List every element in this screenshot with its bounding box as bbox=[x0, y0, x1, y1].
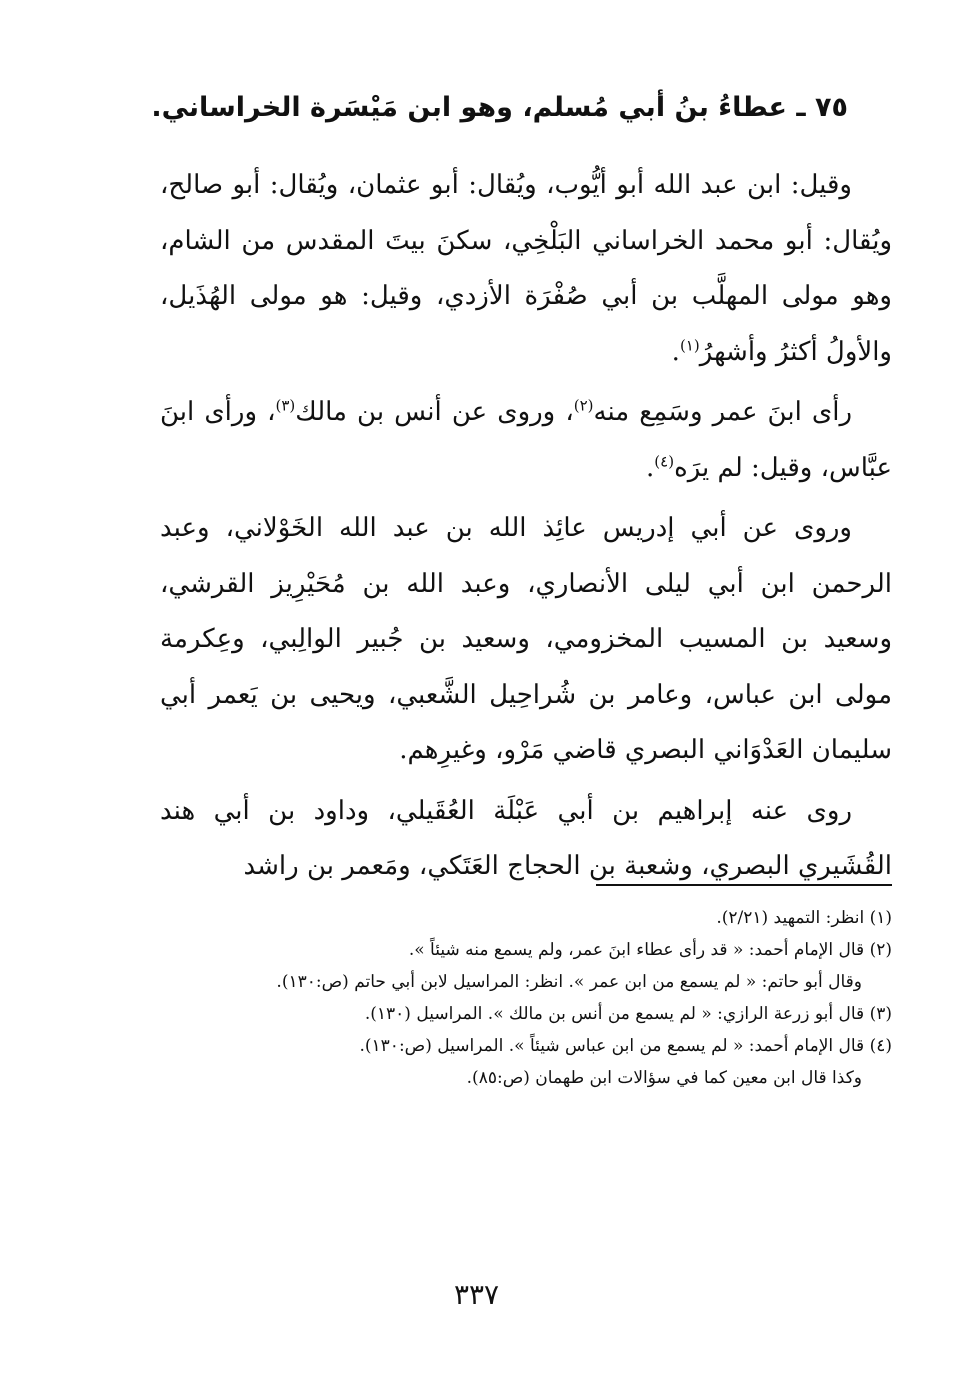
page-number: ٣٣٧ bbox=[453, 1278, 500, 1311]
paragraph-3: وروى عن أبي إدريس عائِذ الله بن عبد الله الخَوْلاني، وعبد الرحمن ابن أبي ليلى الأنصاري، وعبد الله بن مُحَيْرِيز القرشي، وسعيد بن المسيب المخزومي، وسعيد بن جُبير الوالِبي، وعِكرمة مولى ابن عباس، وعامر بن شُراحِيل الشَّعبي، ويحيى بن يَعمر أبي سليمان العَدْوَاني البصري قاضي مَرْو، وغيرِهم. bbox=[160, 513, 892, 765]
paragraph-2-text-c: ، ورأى ابنَ عبَّاس، وقيل: لم يرَه bbox=[160, 397, 892, 483]
paragraph-4: روى عنه إبراهيم بن أبي عَبْلَة العُقَيلي، وداود بن أبي هند القُشَيري البصري، وشعبة بن الحجاج العَتَكي، ومَعمر بن راشد bbox=[160, 795, 892, 881]
footnotes bbox=[160, 902, 892, 1094]
paragraph-1-text: وقيل: ابن عبد الله أبو أيُّوب، ويُقال: أبو عثمان، ويُقال: أبو صالح، ويُقال: أبو محمد الخراساني البَلْخِي، سكنَ بيتَ المقدس من الشام، وهو مولى المهلَّب بن أبي صُفْرَة الأزدي، وقيل: هو مولى الهُذَيل، والأولُ أكثرُ وأشهرُ bbox=[160, 170, 892, 367]
footnote-2: (٢) قال الإمام أحمد: « قد رأى عطاء ابنَ عمر، ولم يسمع منه شيئاً ». bbox=[408, 940, 892, 960]
footnote-2-continued: وقال أبو حاتم: « لم يسمع من ابن عمر ». انظر: المراسيل لابن أبي حاتم (ص:١٣٠). bbox=[276, 972, 862, 992]
paragraph-2 bbox=[160, 385, 892, 496]
footnote-ref-3[interactable]: (٣) bbox=[275, 396, 296, 415]
footnote-ref-2[interactable]: (٢) bbox=[573, 396, 594, 415]
entry-heading: ٧٥ ـ عطاءُ بنُ أبي مُسلم، وهو ابن مَيْسَرة الخراساني. bbox=[151, 92, 848, 123]
body-text bbox=[160, 158, 892, 895]
footnote-3: (٣) قال أبو زرعة الرازي: « لم يسمع من أنس بن مالك ». المراسيل (١٣٠). bbox=[364, 1004, 892, 1024]
paragraph-1-end: . bbox=[671, 336, 680, 367]
footnote-divider bbox=[596, 884, 892, 886]
paragraph-2-end: . bbox=[646, 452, 655, 483]
footnote-4-continued: وكذا قال ابن معين كما في سؤالات ابن طهمان (ص:٨٥). bbox=[466, 1068, 862, 1088]
paragraph-2-text-a: رأى ابنَ عمر وسَمِع منه bbox=[593, 397, 853, 427]
paragraph-2-text-b: ، وروى عن أنس بن مالك bbox=[295, 397, 574, 427]
footnote-4: (٤) قال الإمام أحمد: « لم يسمع من ابن عباس شيئاً ». المراسيل (ص:١٣٠). bbox=[359, 1036, 892, 1056]
paragraph-1 bbox=[160, 158, 892, 380]
footnote-ref-4[interactable]: (٤) bbox=[654, 451, 675, 470]
footnote-1: (١) انظر: التمهيد (٢/٢١). bbox=[716, 908, 892, 928]
footnote-ref-1[interactable]: (١) bbox=[679, 335, 700, 354]
